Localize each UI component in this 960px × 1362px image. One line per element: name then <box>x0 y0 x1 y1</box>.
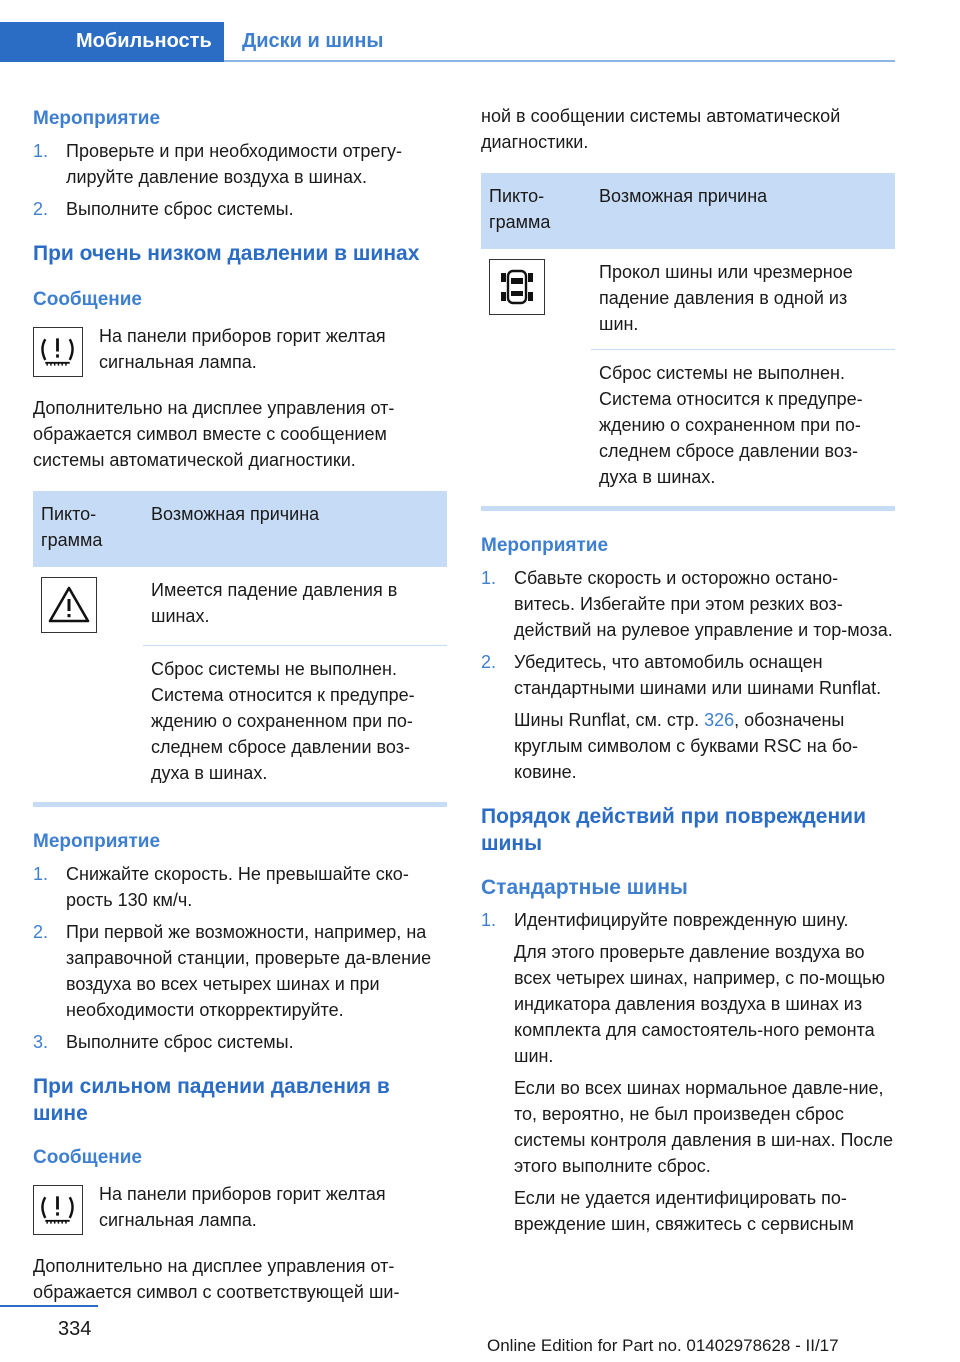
list-number: 1. <box>481 568 497 588</box>
list-text: Снижайте скорость. Не превышайте ско‐рость 130 км/ч. <box>66 863 409 910</box>
measure-list <box>33 138 447 222</box>
header-divider <box>224 60 895 62</box>
list-item <box>33 1029 447 1055</box>
list-text: Выполните сброс системы. <box>66 199 294 219</box>
list-item <box>33 196 447 222</box>
measure-list <box>33 861 447 1055</box>
list-text: Сбавьте скорость и осторожно остано‐витесь. Избегайте при этом резких воз‐действий на рулевое управление и тор‐моза. <box>514 568 893 640</box>
paragraph: ной в сообщении системы автоматической диагностики. <box>481 106 841 152</box>
tpms-warning-icon <box>33 1185 83 1235</box>
list-number: 2. <box>481 652 497 672</box>
list-text: Убедитесь, что автомобиль оснащен стандартными шинами или шинами Runflat. <box>514 652 882 698</box>
procedure-list <box>481 907 895 1237</box>
list-subparagraph: Для этого проверьте давление воздуха во всех четырех шинах, например, с по‐мощью индикатора давления воздуха в шинах из комплекта для самостоятель‐ного ремонта шин. <box>514 942 886 1066</box>
message-heading: Сообщение <box>33 289 142 310</box>
section-title-strong-drop: При сильном падении давления в шине <box>33 1074 390 1125</box>
message-block <box>33 1181 447 1241</box>
page-reference-link[interactable]: 326 <box>704 710 735 730</box>
list-number: 2. <box>33 921 49 942</box>
message-block <box>33 323 447 383</box>
list-item <box>481 649 895 785</box>
left-column <box>33 100 447 1305</box>
tab-mobility[interactable]: Мобильность <box>0 22 224 62</box>
list-item <box>481 907 895 1237</box>
table-cell-empty <box>33 645 143 798</box>
list-text: Проверьте и при необходимости отрегу‐лируйте давление воздуха в шинах. <box>66 141 403 187</box>
right-column <box>481 100 895 1237</box>
table-header-pictogram: Пикто‐грамма <box>481 173 591 249</box>
table-end-rule <box>33 802 447 807</box>
measure-heading: Мероприятие <box>33 830 161 852</box>
top-bar <box>0 0 960 62</box>
tab-wheels-tires[interactable]: Диски и шины <box>242 30 384 52</box>
car-tire-icon <box>489 259 545 315</box>
list-subparagraph: Если во всех шинах нормальное давле‐ние, то, вероятно, не был произведен сброс системы контроля давления в ши‐нах. После этого выполните сброс. <box>514 1078 893 1176</box>
table-end-rule <box>481 506 895 511</box>
tpms-warning-icon <box>33 327 83 377</box>
table-cell-icon <box>481 249 591 350</box>
warning-triangle-icon <box>41 577 97 633</box>
table-cell-empty <box>481 350 591 503</box>
table-cell-cause: Сброс системы не выполнен. Система относится к предупре‐ждению о сохраненном при по‐следнем сбросе давлении воз‐духа в шинах. <box>599 363 863 487</box>
list-text: При первой же возможности, например, на заправочной станции, проверьте да‐вление воздуха во всех четырех шинах и при необходимости откорректируйте. <box>66 921 432 1020</box>
paragraph: Дополнительно на дисплее управления от‐ображается символ с соответствующей ши‐ <box>33 1255 400 1302</box>
edition-note: Online Edition for Part no. 01402978628 - II/17 <box>487 1336 839 1355</box>
sub-text: Шины Runflat, см. стр. <box>514 710 705 730</box>
list-subparagraph <box>514 707 895 785</box>
message-text: На панели приборов горит желтая сигнальная лампа. <box>99 326 386 372</box>
list-item <box>33 861 447 913</box>
message-text: На панели приборов горит желтая сигнальная лампа. <box>99 1183 386 1230</box>
measure-heading: Мероприятие <box>33 108 161 129</box>
table-cell-cause: Имеется падение давления в шинах. <box>143 567 447 645</box>
table-header-cause: Возможная причина <box>591 173 895 249</box>
pictogram-table <box>481 173 895 502</box>
subsection-title-standard: Стандартные шины <box>481 876 688 899</box>
list-number: 1. <box>33 863 49 884</box>
table-header-pictogram: Пикто‐грамма <box>33 491 143 567</box>
paragraph: Дополнительно на дисплее управления от‐ображается символ вместе с сообщением системы автоматической диагностики. <box>33 398 395 470</box>
section-title-damage: Порядок действий при повреждении шины <box>481 805 866 855</box>
list-item <box>33 138 447 190</box>
list-number: 3. <box>33 1031 49 1052</box>
measure-heading: Мероприятие <box>481 535 609 556</box>
measure-list <box>481 565 895 785</box>
message-heading: Сообщение <box>33 1146 142 1168</box>
list-text: Выполните сброс системы. <box>66 1031 294 1052</box>
footer-rule <box>0 1305 98 1307</box>
list-number: 2. <box>33 199 49 219</box>
list-subparagraph: Если не удается идентифицировать по‐вреждение шин, свяжитесь с сервисным <box>514 1188 854 1234</box>
page-number: 334 <box>58 1318 92 1340</box>
table-header-cause: Возможная причина <box>143 491 447 567</box>
list-item <box>481 565 895 643</box>
list-text: Идентифицируйте поврежденную шину. <box>514 910 849 930</box>
list-number: 1. <box>481 910 497 930</box>
table-cell-cause: Сброс системы не выполнен. Система относится к предупре‐ждению о сохраненном при по‐следнем сбросе давлении воз‐духа в шинах. <box>151 658 415 783</box>
list-number: 1. <box>33 141 49 161</box>
sub-text: , обозначены круглым символом с буквами RSC на бо‐ковине. <box>514 710 859 782</box>
section-title-very-low: При очень низком давлении в шинах <box>33 242 420 265</box>
pictogram-table <box>33 491 447 798</box>
list-item <box>33 919 447 1023</box>
table-cell-icon <box>33 567 143 645</box>
table-cell-cause: Прокол шины или чрезмерное падение давления в одной из шин. <box>591 249 895 350</box>
